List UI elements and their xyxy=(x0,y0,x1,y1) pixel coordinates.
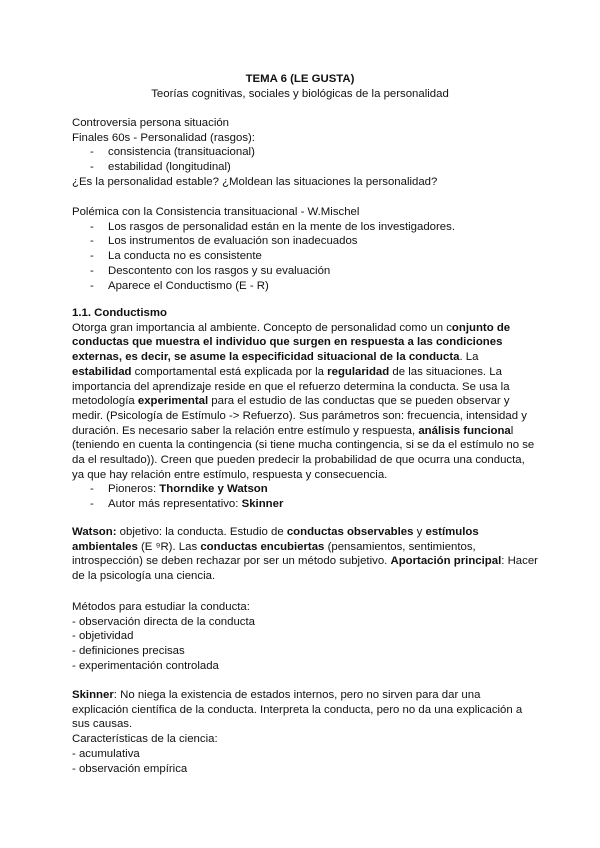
list-item: - consistencia (transituacional) xyxy=(90,146,255,159)
text-line: Métodos para estudiar la conducta: xyxy=(72,601,250,613)
text-line: sus causas. xyxy=(72,718,133,731)
list-item: - objetividad xyxy=(72,630,134,643)
text-line: Skinner: No niega la existencia de estados internos, pero no sirven para dar una xyxy=(72,689,481,701)
text-line: Finales 60s - Personalidad (rasgos): xyxy=(72,131,255,144)
list-item: - definiciones precisas xyxy=(72,645,185,658)
list-item: - observación empírica xyxy=(72,762,188,775)
section-heading: 1.1. Conductismo xyxy=(72,307,167,319)
list-item: - Aparece el Conductismo (E - R) xyxy=(90,279,269,292)
text-line: Controversia persona situación xyxy=(72,117,230,129)
list-item: - Los instrumentos de evaluación son inadecuados xyxy=(90,235,358,248)
list-item: - Descontento con los rasgos y su evaluación xyxy=(90,264,331,277)
list-item: - estabilidad (longitudinal) xyxy=(90,161,231,174)
section-skinner xyxy=(72,688,532,776)
section-conductismo xyxy=(72,306,535,512)
list-item: - observación directa de la conducta xyxy=(72,615,255,628)
text-line: da el resultado)). Creen que pueden predecir la probabilidad de que ocurra una conducta, xyxy=(72,454,525,467)
text-line: Otorga gran importancia al ambiente. Concepto de personalidad como un conjunto de xyxy=(72,321,511,334)
text-line: Características de la ciencia: xyxy=(72,733,218,746)
text-line: metodología experimental para el estudio de las conductas que se pueden observar y xyxy=(72,395,510,408)
text-line: (teniendo en cuenta la contingencia (si tiene mucha contingencia, si se da el estímulo no se xyxy=(72,439,535,452)
section-watson xyxy=(72,525,538,584)
list-item: - Los rasgos de personalidad están en la mente de los investigadores. xyxy=(90,220,456,233)
list-item: - experimentación controlada xyxy=(72,659,219,672)
list-item: - Pioneros: Thorndike y Watson xyxy=(90,483,268,496)
text-line: importancia del aprendizaje reside en que el refuerzo determina la conducta. Se usa la xyxy=(72,380,510,393)
list-item: - acumulativa xyxy=(72,747,140,760)
text-line: explicación científica de la conducta. Interpreta la conducta, pero no da una explicación a xyxy=(72,703,523,716)
page-subtitle: Teorías cognitivas, sociales y biológicas de la personalidad xyxy=(151,88,449,100)
list-item: - Autor más representativo: Skinner xyxy=(90,498,284,511)
page-title: TEMA 6 (LE GUSTA) xyxy=(245,73,355,85)
text-line: duración. Es necesario saber la relación entre estímulo y respuesta, análisis funcional xyxy=(72,424,514,437)
text-line: introspección) se deben rechazar por ser un método subjetivo. Aportación principal: Hacer xyxy=(72,555,538,568)
text-line: medir. (Psicología de Estímulo -> Refuerzo). Sus parámetros son: frecuencia, intensidad y xyxy=(72,409,527,422)
section-metodos xyxy=(72,600,532,674)
section-polemica xyxy=(72,205,532,293)
text-line: ¿Es la personalidad estable? ¿Moldean las situaciones la personalidad? xyxy=(72,175,438,188)
text-line: ambientales (E ⁹R). Las conductas encubiertas (pensamientos, sentimientos, xyxy=(72,540,476,553)
list-item: - La conducta no es consistente xyxy=(90,250,262,263)
text-line: externas, es decir, se asume la especificidad situacional de la conducta. La xyxy=(72,351,479,364)
text-line: conductas que muestra el individuo que surgen en respuesta a las condiciones xyxy=(72,336,503,349)
text-line: Polémica con la Consistencia transituacional - W.Mischel xyxy=(72,206,360,218)
text-line: Watson: objetivo: la conducta. Estudio de conductas observables y estímulos xyxy=(72,526,479,538)
text-line: de la psicología una ciencia. xyxy=(72,570,216,583)
text-line: estabilidad comportamental está explicada por la regularidad de las situaciones. La xyxy=(72,365,502,378)
section-controversia xyxy=(72,116,532,190)
text-line: ya que hay relación entre estímulo, respuesta y consecuencia. xyxy=(72,468,388,481)
